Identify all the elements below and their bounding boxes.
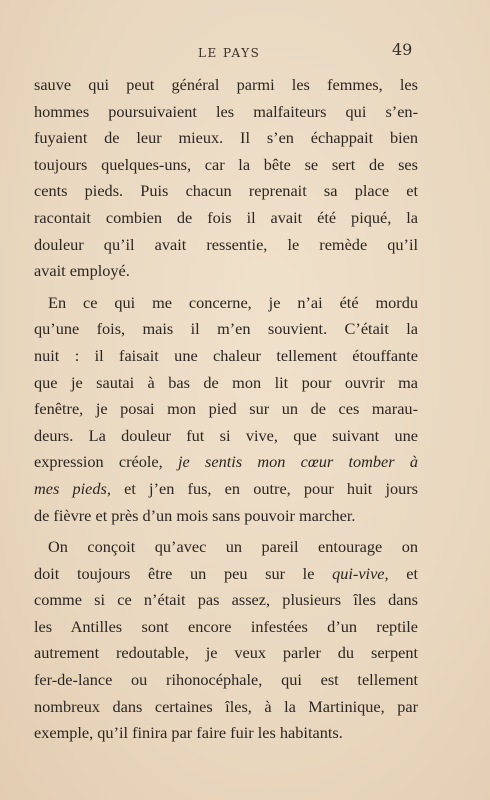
text-line bbox=[34, 587, 418, 614]
text-run: avait employé. bbox=[34, 261, 130, 281]
text-line bbox=[34, 396, 418, 423]
text-run: hommes poursuivaient les malfaiteurs qui s’en- bbox=[34, 101, 418, 121]
text-run: sauve qui peut général parmi les femmes, les bbox=[34, 75, 418, 94]
italic-text: mes pieds, bbox=[34, 478, 111, 498]
page-number: 49 bbox=[392, 40, 413, 59]
text-run: On conçoit qu’avec un pareil entourage on bbox=[48, 537, 418, 557]
text-run: que je sautai à bas de mon lit pour ouvrir ma bbox=[34, 372, 418, 392]
text-line bbox=[34, 720, 418, 747]
text-run: douleur qu’il avait ressentie, le remède qu’il bbox=[34, 234, 418, 254]
text-run: nombreux dans certaines îles, à la Martinique, par bbox=[34, 696, 418, 716]
text-line bbox=[34, 72, 418, 99]
text-line bbox=[34, 178, 418, 205]
text-run: nuit : il faisait une chaleur tellement étouffante bbox=[34, 345, 418, 365]
text-line bbox=[34, 152, 418, 179]
italic-text: qui-vive, bbox=[332, 563, 389, 583]
page-header bbox=[0, 40, 490, 64]
text-run: qu’une fois, mais il m’en souvient. C’était la bbox=[34, 319, 418, 339]
body-text bbox=[34, 72, 418, 747]
text-run: autrement redoutable, je veux parler du serpent bbox=[34, 643, 418, 663]
text-line bbox=[34, 343, 418, 370]
text-line bbox=[34, 503, 418, 530]
text-run: fenêtre, je posai mon pied sur un de ces marau- bbox=[34, 399, 418, 419]
text-line bbox=[34, 370, 418, 397]
text-run: comme si ce n’était pas assez, plusieurs îles dans bbox=[34, 590, 418, 610]
text-run: doit toujours être un peu sur le bbox=[34, 563, 333, 583]
text-run: deurs. La douleur fut si vive, que suivant une bbox=[34, 425, 418, 445]
text-run: exemple, qu’il finira par faire fuir les habitants. bbox=[34, 723, 343, 743]
running-title: LE PAYS bbox=[198, 46, 261, 60]
text-run: fer-de-lance ou rihonocéphale, qui est tellement bbox=[34, 670, 418, 690]
text-run: et bbox=[388, 563, 418, 583]
text-run: fuyaient de leur mieux. Il s’en échappait bien bbox=[34, 128, 418, 148]
text-line bbox=[34, 561, 418, 588]
text-line bbox=[34, 667, 418, 694]
text-line bbox=[34, 232, 418, 259]
text-run: expression créole, bbox=[34, 452, 178, 472]
italic-text: je sentis mon cœur tomber à bbox=[178, 452, 418, 472]
text-line bbox=[34, 449, 418, 476]
text-run: toujours quelques-uns, car la bête se sert de ses bbox=[34, 154, 418, 174]
text-line bbox=[34, 290, 418, 317]
text-run: et j’en fus, en outre, pour huit jours bbox=[110, 478, 418, 498]
text-line bbox=[34, 614, 418, 641]
text-run: les Antilles sont encore infestées d’un reptile bbox=[34, 616, 418, 636]
text-line bbox=[34, 125, 418, 152]
text-line bbox=[34, 476, 418, 503]
text-line bbox=[34, 534, 418, 561]
text-line bbox=[34, 316, 418, 343]
text-line bbox=[34, 694, 418, 721]
text-line bbox=[34, 99, 418, 126]
text-run: racontait combien de fois il avait été piqué, la bbox=[34, 207, 418, 227]
text-line bbox=[34, 205, 418, 232]
text-run: cents pieds. Puis chacun reprenait sa place et bbox=[34, 181, 418, 201]
text-run: de fièvre et près d’un mois sans pouvoir marcher. bbox=[34, 505, 356, 525]
text-line bbox=[34, 423, 418, 450]
text-run: En ce qui me concerne, je n’ai été mordu bbox=[48, 292, 418, 312]
text-line bbox=[34, 258, 418, 285]
text-line bbox=[34, 640, 418, 667]
